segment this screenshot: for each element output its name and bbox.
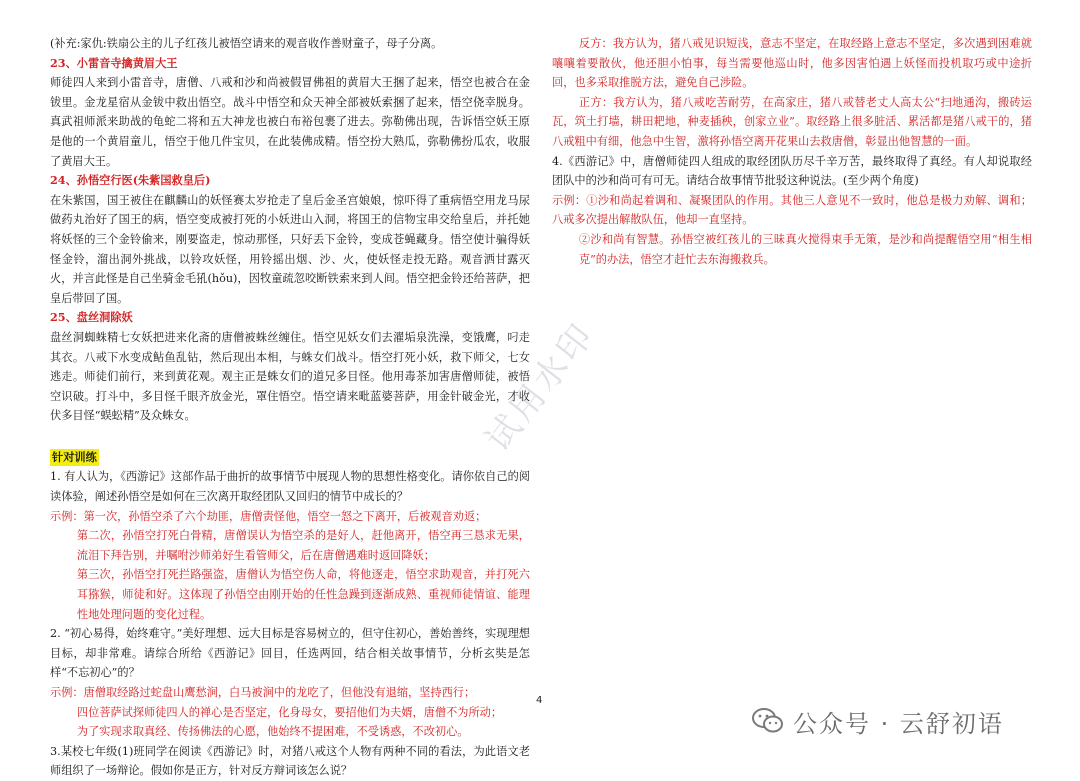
story-23: 师徒四人来到小雷音寺，唐僧、八戒和沙和尚被假冒佛祖的黄眉大王捆了起来，悟空也被合在金钹里。金龙星宿从金钹中救出悟空。战斗中悟空和众天神全部被妖索捆了起来，悟空侥幸脱身。真武祖师派来助战的龟蛇二将和五大神龙也被白布裕包裹了进去。弥勒佛出现，告诉悟空妖王原是他的一个黄眉童儿，悟空于他几件宝贝，在此装佛成精。悟空扮大熟瓜，弥勒佛扮瓜农，收服了黄眉大王。 — [50, 76, 530, 168]
training-title: 针对训练 — [52, 449, 97, 464]
heading-25: 25、盘丝洞除妖 — [50, 310, 133, 325]
story-24: 在朱紫国，国王被住在麒麟山的妖怪赛太岁抢走了皇后金圣宫娘娘，惊吓得了重病悟空用龙马尿做药丸治好了国王的病，悟空变成被打死的小妖进山入洞，将国王的信物宝串交给皇后，并托她将妖怪的三个金铃偷来，刚要盗走，惊动那怪，只好丢下金铃，变成苍蝇藏身。悟空使计骗得妖怪金铃，溜出洞外挑战，以铃攻妖怪，用铃摇出烟、沙、火，使妖怪走投无路。观音洒甘露灭火，并言此怪是自己坐骑金毛犼(hǒu)，因牧童疏忽咬断铁索来到人间。悟空把金铃还给菩萨，把皇后带回了国。 — [50, 193, 530, 305]
supplement-note: (补充:家仇:铁扇公主的儿子红孩儿被悟空请来的观音收作善财童子，母子分离。 — [50, 37, 443, 50]
answer-4-second: ②沙和尚有智慧。孙悟空被红孩儿的三昧真火搅得束手无策，是沙和尚提醒悟空用“相生相克”的办法，悟空才赶忙去东海搬救兵。 — [578, 232, 1032, 266]
answer-1-third: 第三次，孙悟空打死拦路强盗，唐僧认为悟空伤人命，将他逐走，悟空求助观音，并打死六耳猕猴，师徒和好。这体现了孙悟空由刚开始的任性急躁到逐渐成熟、重视师徒情谊、能理性地处理问题的变化过程。 — [76, 568, 530, 621]
question-2: 2. “初心易得，始终难守。”美好理想、远大目标是容易树立的，但守住初心，善始善终，实现理想目标，却非常难。请综合所给《西游记》回目，任选两回，结合相关故事情节，分析玄奘是怎样“不忘初心”的？ — [50, 627, 530, 680]
question-3: 3.某校七年级(1)班同学在阅读《西游记》时，对猪八戒这个人物有两种不同的看法，为此语文老师组织了一场辩论。假如你是正方，针对反方辩词该怎么说？ — [50, 744, 530, 778]
heading-23: 23、小雷音寺擒黄眉大王 — [50, 55, 178, 70]
answer-1-first: 示例：第一次，孙悟空杀了六个劫匪，唐僧责怪他，悟空一怒之下离开，后被观音劝返； — [50, 509, 487, 523]
trial-watermark: 试用水印 — [478, 314, 604, 459]
wechat-brand — [752, 704, 1004, 738]
answer-1-second: 第二次，孙悟空打死白骨精，唐僧误认为悟空杀的是好人，赶他离开，悟空再三恳求无果，流泪下拜告别，并嘱咐沙师弟好生看管师父，后在唐僧遇难时返回降妖； — [76, 529, 530, 562]
answer-2-second: 四位菩萨试探师徒四人的禅心是否坚定，化身母女，要招他们为夫婿，唐僧不为所动； — [76, 705, 503, 719]
wechat-logo-icon — [752, 707, 784, 735]
debate-proponent: 正方：我方认为，猪八戒吃苦耐劳，在高家庄，猪八戒替老丈人高太公“扫地通沟，搬砖运瓦，筑土打墙，耕田耙地，种麦插秧，创家立业”。取经路上很多脏活、累活都是猪八戒干的，猪八戒粗中有细，他急中生智，激将孙悟空离开花果山去救唐僧，彰显出他智慧的一面。 — [552, 95, 1032, 148]
story-25: 盘丝洞蜘蛛精七女妖把进来化斋的唐僧被蛛丝缠住。悟空见妖女们去濯垢泉洗澡，变饿鹰，叼走其衣。八戒下水变成鲇鱼乱钻，然后现出本相，与蛛女们战斗。悟空打死小妖，救下师父，七女逃走。师徒们前行，来到黄花观。观主正是蛛女们的道兄多目怪。他用毒茶加害唐僧师徒，被悟空识破。打斗中，多目怪千眼齐放金光，罩住悟空。悟空请来毗蓝婆菩萨，用金针破金光，才收伏多目怪“蜈蚣精”及众蛛女。 — [50, 330, 530, 423]
question-1: 1. 有人认为，《西游记》这部作品于曲折的故事情节中展现人物的思想性格变化。请你依自己的阅读体验，阐述孙悟空是如何在三次离开取经团队又回归的情节中成长的？ — [50, 470, 530, 504]
question-4: 4.《西游记》中，唐僧师徒四人组成的取经团队历尽千辛万苦，最终取得了真经。有人却说取经团队中的沙和尚可有可无。请结合故事情节批驳这种说法。(至少两个角度) — [552, 154, 1032, 188]
answer-2-third: 为了实现求取真经、传扬佛法的心愿，他始终不提困难，不受诱惑，不改初心。 — [76, 725, 469, 739]
left-column — [50, 34, 530, 781]
answer-2-first: 示例：唐僧取经路过蛇盘山鹰愁涧，白马被涧中的龙吃了，但他没有退缩，坚持西行； — [50, 686, 476, 699]
brand-label: 公众号 · 云舒初语 — [793, 709, 1004, 738]
heading-24: 24、孙悟空行医(朱紫国救皇后) — [50, 173, 211, 188]
right-column — [552, 34, 1032, 269]
page-number: 4 — [536, 695, 543, 706]
answer-4-first: 示例：①沙和尚起着调和、凝聚团队的作用。其他三人意见不一致时，他总是极力劝解、调和；八戒多次提出解散队伍，他却一直坚持。 — [552, 193, 1032, 227]
debate-opponent: 反方：我方认为，猪八戒见识短浅，意志不坚定，在取经路上意志不坚定，多次遇到困难就嚷嚷着要散伙，他还胆小怕事，每当需要他巡山时，他多因害怕遇上妖怪而投机取巧或中途折回，也多采取推脱方法，避免自己涉险。 — [552, 37, 1032, 90]
